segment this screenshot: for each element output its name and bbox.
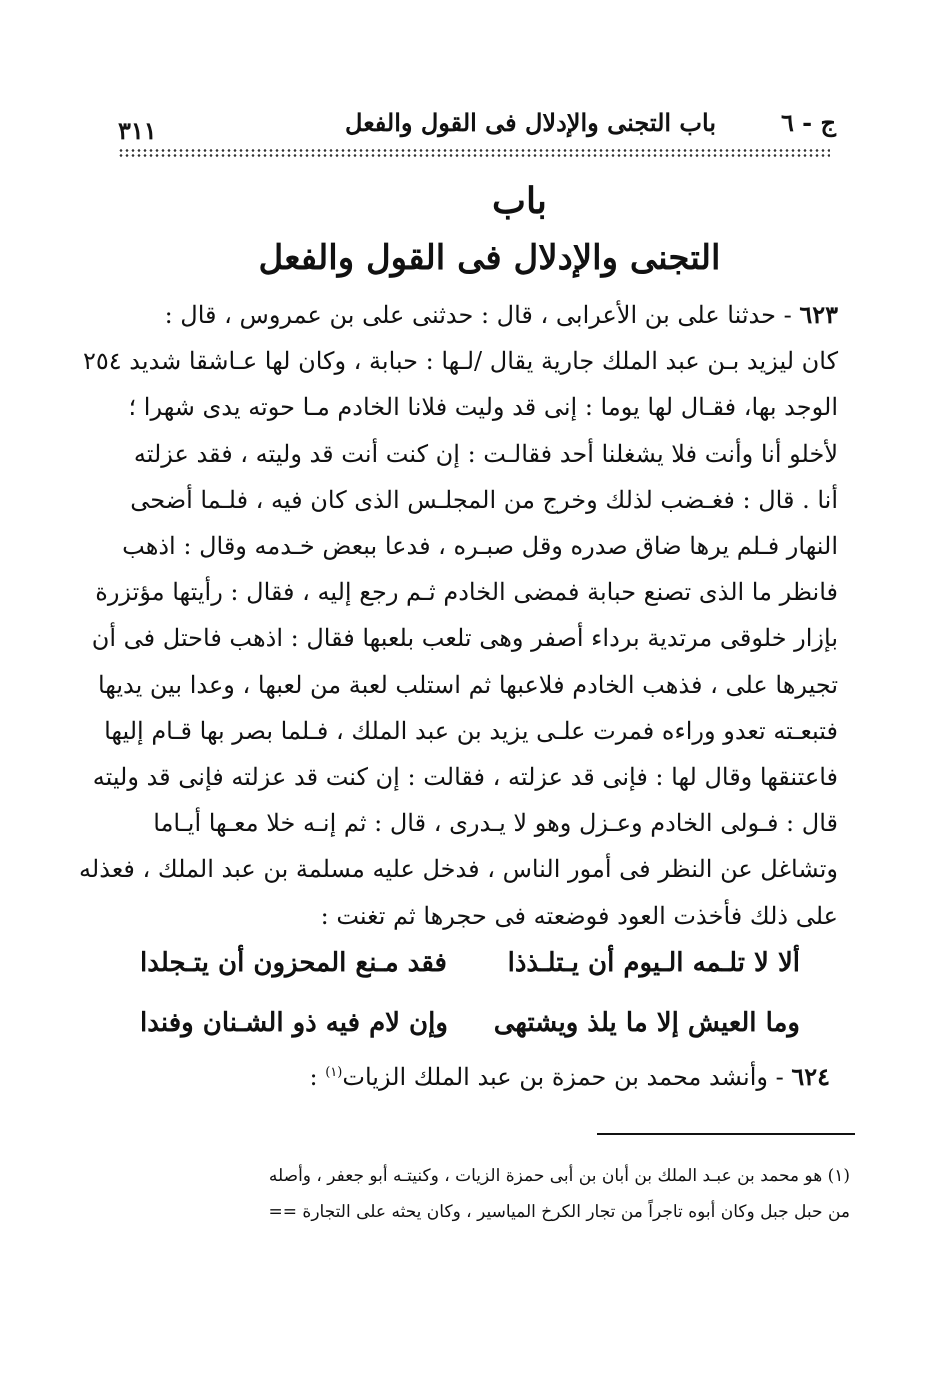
paragraph-624 (300, 1062, 830, 1091)
footnote-separator (597, 1133, 855, 1135)
poem-verse (140, 948, 800, 1008)
paragraph-text: - وأنشد محمد بن حمزة بن عبد الملك الزيات (342, 1063, 784, 1091)
page-number: ٣١١ (118, 116, 157, 145)
text-line: لأخلو أنا وأنت فلا يشغلنا أحد فقالـت : إن كنت أنت قد وليته ، فقد عزلته (133, 439, 838, 468)
verse-second-hemistich: فقد مـنع المحزون أن يتـجلدا (140, 948, 447, 978)
poem-verse (140, 1008, 800, 1068)
volume-label: ج - ٦ (780, 108, 836, 137)
text-line: تجيرها على ، فذهب الخادم فلاعبها ثم استلب لعبة من لعبها ، وعدا بين يديها (97, 670, 838, 699)
text-line: أنا . قال : فغـضب لذلك وخرج من المجلـس الذى كان فيه ، فلـما أضحى (130, 485, 838, 514)
line-text: - حدثنا على بن الأعرابى ، قال : حدثنى على بن عمروس ، قال : (164, 301, 792, 329)
text-line: النهار فـلم يرها ضاق صدره وقل صبـره ، فدعا ببعض خـدمه وقال : اذهب (122, 532, 838, 561)
text-line: فاعتنقها وقال لها : فإنى قد عزلته ، فقالت : إن كنت قد عزلته فإنى قد وليته (92, 763, 838, 792)
text-line: فتبعـته تعدو وراءه فمرت علـى يزيد بن عبد الملك ، فـلما بصر بها قـام إليها (104, 716, 838, 745)
chapter-word: باب (492, 180, 547, 222)
paragraph-623 (79, 292, 838, 939)
text-line (126, 292, 838, 338)
text-line: وتشاغل عن النظر فى أمور الناس ، فدخل عليه مسلمة بن عبد الملك ، فعذله (79, 855, 838, 884)
verse-second-hemistich: وإن لام فيه ذو الشـنان وفندا (140, 1008, 448, 1038)
footnote-line: من حبل جبل وكان أبوه تاجراً من تجار الكرخ المياسير ، وكان يحثه على التجارة == (268, 1202, 850, 1222)
footnote-reference[interactable]: (١) (325, 1065, 343, 1080)
text-line: على ذلك فأخذت العود فوضعته فى حجرها ثم تغنت : (320, 901, 838, 930)
header-ornamental-rule (118, 148, 830, 158)
poem (140, 948, 800, 1068)
verse-first-hemistich: ألا لا تلـمه الـيوم أن يـتلـذذا (507, 948, 800, 978)
footnote (142, 1158, 850, 1230)
running-title: باب التجنى والإدلال فى القول والفعل (345, 108, 716, 137)
text-line: فانظر ما الذى تصنع حبابة فمضى الخادم ثـم رجع إليه ، فقال : رأيتها مؤتزرة (95, 578, 838, 607)
verse-first-hemistich: وما العيش إلا ما يلذ ويشتهى (493, 1008, 800, 1038)
running-header (118, 104, 836, 148)
chapter-title: التجنى والإدلال فى القول والفعل (258, 238, 721, 278)
footnote-line: (١) هو محمد بن عبـد الملك بن أبان بن أبى حمزة الزيات ، وكنيتـه أبو جعفر ، وأصله (268, 1166, 850, 1186)
paragraph-tail: : (309, 1063, 326, 1091)
paragraph-number: ٦٢٣ (799, 300, 838, 329)
text-line: بإزار خلوقى مرتدية برداء أصفر وهى تلعب بلعبها فقال : اذهب فاحتل فى أن (91, 624, 838, 653)
text-line: قال : فـولى الخادم وعـزل وهو لا يـدرى ، قال : ثم إنـه خلا معـها أيـاما (153, 809, 838, 838)
text-line: كان ليزيد بـن عبد الملك جارية يقال /لـها : حبابة ، وكان لها عـاشقا شديد ٢٥٤ (83, 347, 838, 376)
text-line: الوجد بها، فقـال لها يوما : إنى قد وليت فلانا الخادم مـا حوته يدى شهرا ؛ (128, 393, 838, 422)
paragraph-number: ٦٢٤ (791, 1062, 830, 1091)
